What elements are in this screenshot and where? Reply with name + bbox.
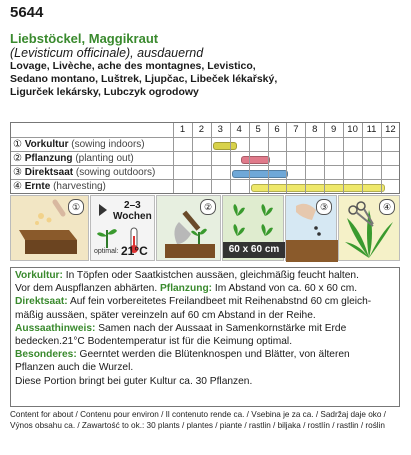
instruction-text: Diese Portion bringt bei guter Kultur ca. 30 Pflanzen. [15,375,253,387]
instruction-line [15,335,395,348]
period-bar [251,184,385,192]
period-bar [232,170,289,178]
instruction-line [15,322,395,335]
label-direktsaat: Direktsaat: [15,296,68,308]
row-label: Vorkultur [24,139,69,150]
instruction-text: mäßig aussäen, später vereinzeln auf 60 cm Abstand in der Reihe. [15,309,316,321]
optimal-temperature: 21°C [121,244,148,258]
latin-name: (Levisticum officinale), ausdauernd [10,46,204,60]
row-label-en: (harvesting) [53,181,106,192]
label-besonderes: Besonderes: [15,349,77,361]
month-number: 8 [312,124,318,135]
pictogram-direct-sowing [285,195,337,261]
weeks-label: Wochen [113,211,152,222]
month-divider [381,123,382,193]
month-divider [286,123,287,193]
month-number: 4 [236,124,242,135]
row-pflanzung [11,152,399,165]
row-label-en: (sowing indoors) [71,139,145,150]
step-number: ① [68,199,84,215]
pictogram-sowing-pots [10,195,89,261]
month-number: 1 [179,124,186,135]
label-aussaathinweis: Aussaathinweis: [15,322,96,334]
step-number: ② [200,199,216,215]
month-divider [249,123,250,193]
row-marker: ③ [13,167,22,178]
row-label: Pflanzung [24,153,73,164]
label-vorkultur: Vorkultur: [15,270,63,281]
month-number: 11 [366,124,377,135]
month-number: 3 [217,124,223,135]
instruction-text: Im Abstand von ca. 60 x 60 cm. [212,283,358,295]
pictogram-transplant [156,195,221,261]
instruction-text: Geerntet werden die Blütenknospen und Blätter, von älteren [76,349,350,361]
weeks-value: 2–3 [124,200,141,211]
sowing-calendar [10,122,400,194]
instruction-line [15,269,395,282]
common-names-line-1: Lovage, Livèche, ache des montagnes, Levistico, [10,60,256,72]
month-number: 5 [255,124,261,135]
month-number: 9 [331,124,337,135]
instruction-text: Pflanzen auch die Wurzel. [15,362,134,374]
month-number: 2 [198,124,205,135]
common-names-line-2: Sedano montano, Luštrek, Ljupčac, Libeček lékařský, [10,73,278,85]
month-divider [173,123,174,193]
row-label: Direktsaat [24,167,74,178]
instruction-line [15,282,395,295]
spacing-value: 60 x 60 cm [223,242,285,258]
product-code: 5644 [10,4,44,21]
common-names-line-3: Ligurček lekársky, Lubczyk ogrodowy [10,86,199,98]
row-marker: ① [13,139,22,150]
row-vorkultur [11,138,399,151]
row-marker: ② [13,153,22,164]
month-number: 12 [385,124,396,135]
row-direktsaat [11,166,399,179]
month-divider [305,123,306,193]
month-number: 7 [293,124,299,135]
footer-line-1: Content for about / Contenu pour environ / Il contenuto rende ca. / Vsebina je za ca. / Sadržaj daje oko / [10,410,386,419]
instruction-text: Auf fein vorbereitetes Freilandbeet mit Reihenabstnd 60 cm gleich- [67,296,372,308]
instruction-line [15,309,395,322]
pictogram-spacing [222,195,284,261]
pictogram-strip [10,195,400,261]
header [10,31,405,99]
instruction-line [15,375,395,388]
instruction-text: In Töpfen oder Saatkistchen aussäen, gleichmäßig feucht halten. [62,270,359,281]
period-bar [241,156,269,164]
pictogram-germination [90,195,155,261]
pictogram-harvest [338,195,400,261]
month-divider [230,123,231,193]
month-number: 10 [347,124,358,135]
row-label-en: (sowing outdoors) [75,167,156,178]
month-divider [362,123,363,193]
germination-weeks [113,200,152,222]
month-divider [268,123,269,193]
month-divider [192,123,193,193]
step-number: ③ [316,199,332,215]
plant-title: Liebstöckel, Maggikraut [10,31,159,46]
month-divider [343,123,344,193]
step-number: ④ [379,199,395,215]
month-divider [211,123,212,193]
instructions-box [10,267,400,407]
row-label-en: (planting out) [75,153,134,164]
month-number: 6 [274,124,280,135]
instruction-text: Vor dem Auspflanzen abhärten. [15,283,160,295]
row-label: Ernte [24,181,51,192]
footer-line-2: Výnos obsahu ca. / Zawartość to ok.: 30 plants / plantes / piante / rastlin / biljaka / rostlín / rastlin / roślin [10,420,385,430]
month-divider [324,123,325,193]
row-marker: ④ [13,181,22,192]
instruction-line [15,361,395,374]
instruction-line [15,348,395,361]
period-bar [213,142,238,150]
instruction-line [15,295,395,308]
label-pflanzung: Pflanzung: [160,283,213,295]
instruction-text: Samen nach der Aussaat in Samenkornstärke mit Erde [95,322,347,334]
optimal-label: optimal: [94,248,119,255]
instruction-text: bedecken.21°C Bodentemperatur ist für die Keimung optimal. [15,336,293,348]
footer [10,410,405,431]
